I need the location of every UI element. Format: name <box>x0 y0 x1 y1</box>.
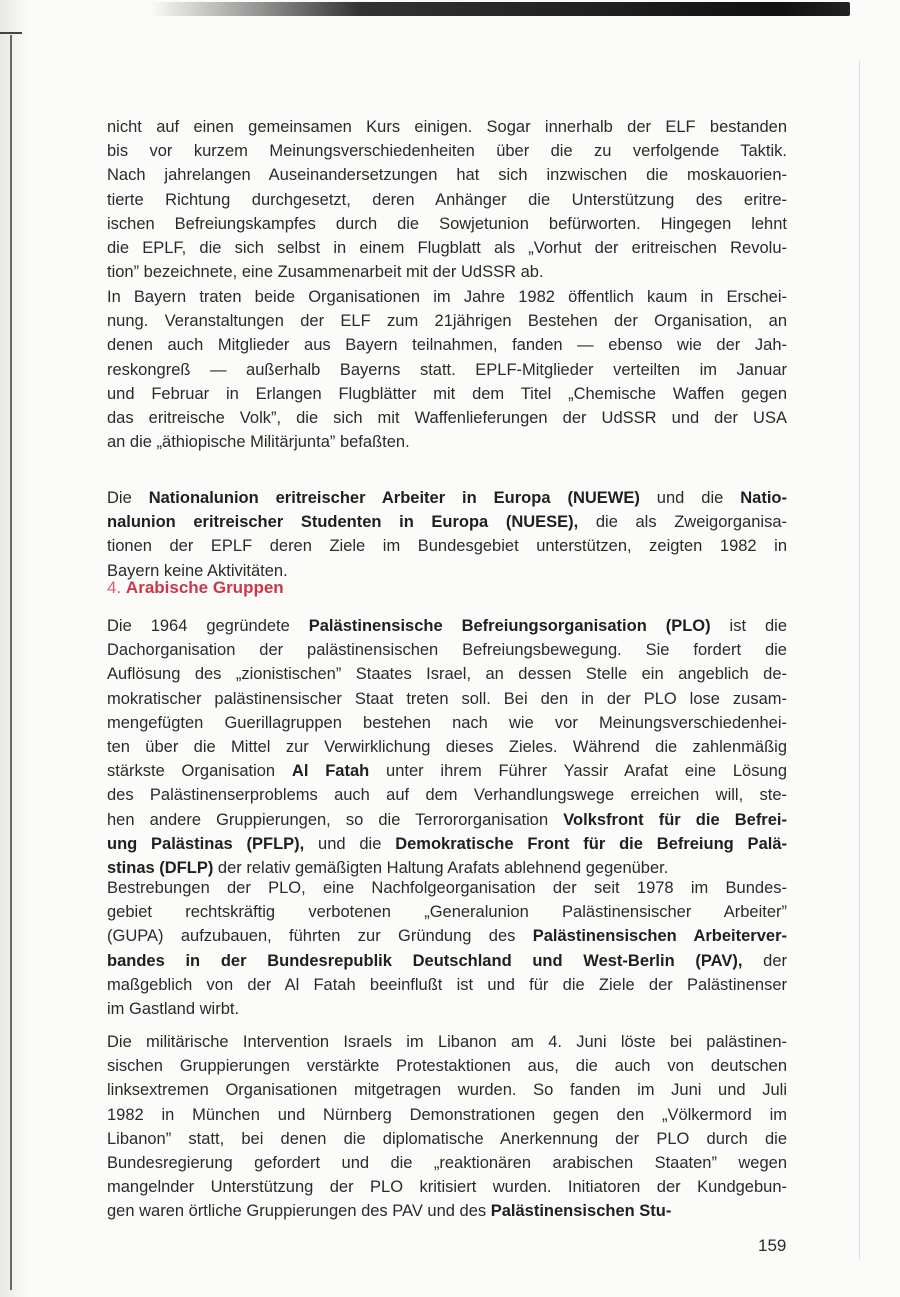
text-segment: im Gastland wirbt. <box>107 999 240 1018</box>
text-line <box>107 260 787 284</box>
text-segment: gen waren örtliche Gruppierungen des PAV und des <box>107 1202 491 1221</box>
paragraph-pav <box>107 876 787 1021</box>
text-line <box>107 735 787 759</box>
text-segment: Dachorganisation der palästinensischen Befreiungsbewegung. Sie fordert die <box>107 641 787 660</box>
text-segment: Die militärische Intervention Israels im Libanon am 4. Juni löste bei palästinen- <box>107 1033 787 1051</box>
text-segment: In Bayern traten beide Organisationen im Jahre 1982 öffentlich kaum in Erschei- <box>107 288 787 306</box>
text-line <box>107 1054 787 1078</box>
text-segment: ischen Befreiungskampfes durch die Sowjetunion befürworten. Hingegen lehnt <box>107 214 787 233</box>
bold-text: Al Fatah <box>291 762 370 781</box>
bold-text: bandes in der Bundesrepublik Deutschland und West-Berlin (PAV), <box>107 951 743 970</box>
scan-margin-shadow <box>0 0 30 1297</box>
text-line <box>107 1030 787 1054</box>
paragraph-eritrean-groups <box>107 115 787 284</box>
text-line <box>107 662 787 686</box>
paragraph-lebanon-protests <box>107 1030 787 1224</box>
text-segment: Libanon” statt, bei denen die diplomatische Anerkennung der PLO durch die <box>107 1129 787 1148</box>
text-line <box>107 924 787 948</box>
text-segment: und Februar in Erlangen Flugblätter mit dem Titel „Chemische Waffen gegen <box>107 384 787 403</box>
text-segment: tion” bezeichnete, eine Zusammenarbeit mit der UdSSR ab. <box>107 263 544 282</box>
text-line <box>107 832 787 856</box>
text-segment: und die <box>639 489 741 507</box>
bold-text: nalunion eritreischer Studenten in Europa (NUESE), <box>107 513 579 532</box>
text-line <box>107 406 787 430</box>
scan-top-shadow <box>150 2 850 16</box>
text-segment: (GUPA) aufzubauen, führten zur Gründung des <box>107 927 533 946</box>
text-line <box>107 510 787 534</box>
paragraph-plo <box>107 614 787 880</box>
text-segment: der <box>742 951 787 970</box>
text-line <box>107 638 787 662</box>
text-segment: Die <box>107 489 149 507</box>
text-segment: tierte Richtung durchgesetzt, deren Anhänger die Unterstützung des eritre- <box>107 190 787 209</box>
text-segment: Bayern keine Aktivitäten. <box>107 561 288 580</box>
text-segment: mangelnder Unterstützung der PLO kritisiert wurden. Initiatoren der Kundgebun- <box>107 1178 787 1197</box>
text-segment: maßgeblich von der Al Fatah beeinflußt ist und für die Ziele der Palästinenser <box>107 975 787 994</box>
scan-edge-line <box>10 35 12 1290</box>
text-line <box>107 115 787 139</box>
text-line <box>107 333 787 357</box>
text-segment: Auflösung des „zionistischen” Staates Israel, an dessen Stelle ein angeblich de- <box>107 665 787 684</box>
text-segment: die als Zweigorganisa- <box>578 513 788 532</box>
text-segment: sischen Gruppierungen verstärkte Protestaktionen aus, die auch von deutschen <box>107 1057 787 1076</box>
text-segment: nicht auf einen gemeinsamen Kurs einigen. Sogar innerhalb der ELF bestanden <box>107 118 787 136</box>
text-segment: denen auch Mitglieder aus Bayern teilnahmen, fanden — ebenso wie der Jah- <box>107 336 787 355</box>
text-line <box>107 759 787 783</box>
text-line <box>107 285 787 309</box>
bold-text: Demokratische Front für die Befreiung Palä- <box>395 834 787 853</box>
text-segment: nung. Veranstaltungen der ELF zum 21jährigen Bestehen der Organisation, an <box>107 312 787 331</box>
text-line <box>107 309 787 333</box>
scan-edge-mark <box>0 32 22 34</box>
text-segment: hen andere Gruppierungen, so die Terrororganisation <box>107 810 564 829</box>
text-line <box>107 163 787 187</box>
bold-text: stinas (DFLP) <box>107 858 214 877</box>
text-segment: bis vor kurzem Meinungsverschiedenheiten über die zu verfolgende Taktik. <box>107 142 787 161</box>
text-segment: an die „äthiopische Militärjunta” befaßten. <box>107 433 410 452</box>
bold-text: Palästinensischen Stu- <box>490 1202 672 1221</box>
section-title: Arabische Gruppen <box>125 578 284 597</box>
text-line <box>107 188 787 212</box>
paragraph-nuewe-nuese <box>107 486 787 583</box>
text-line <box>107 997 787 1021</box>
text-segment: tionen der EPLF deren Ziele im Bundesgebiet unterstützen, zeigten 1982 in <box>107 537 787 556</box>
paragraph-bavaria-activities <box>107 285 787 454</box>
bold-text: Nationalunion eritreischer Arbeiter in Europa (NUEWE) <box>148 489 640 507</box>
text-line <box>107 1199 787 1223</box>
scan-right-edge <box>859 60 860 1260</box>
text-segment: ist die <box>710 617 788 635</box>
text-line <box>107 1175 787 1199</box>
text-segment: stärkste Organisation <box>107 762 292 781</box>
text-line <box>107 1127 787 1151</box>
text-line <box>107 236 787 260</box>
text-line <box>107 534 787 558</box>
text-segment: und die <box>304 834 396 853</box>
text-line <box>107 687 787 711</box>
bold-text: ung Palästinas (PFLP), <box>107 834 305 853</box>
text-segment: Nach jahrelangen Auseinandersetzungen hat sich inzwischen die moskauorien- <box>107 166 787 185</box>
text-segment: unter ihrem Führer Yassir Arafat eine Lösung <box>369 762 788 781</box>
text-line <box>107 139 787 163</box>
text-line <box>107 358 787 382</box>
text-line <box>107 900 787 924</box>
text-line <box>107 711 787 735</box>
section-number: 4. <box>107 578 122 597</box>
text-line <box>107 1151 787 1175</box>
text-line <box>107 1078 787 1102</box>
text-segment: Bestrebungen der PLO, eine Nachfolgeorganisation der seit 1978 im Bundes- <box>107 879 787 897</box>
text-segment: ten über die Mittel zur Verwirklichung dieses Zieles. Während die zahlenmäßig <box>107 737 787 756</box>
bold-text: Palästinensische Befreiungsorganisation (PLO) <box>308 617 711 635</box>
text-segment: mokratischer palästinensischer Staat treten soll. Bei den in der PLO lose zusam- <box>107 689 787 708</box>
text-line <box>107 949 787 973</box>
text-line <box>107 614 787 638</box>
text-line <box>107 1103 787 1127</box>
text-line <box>107 876 787 900</box>
text-segment: der relativ gemäßigten Haltung Arafats ablehnend gegenüber. <box>213 858 669 877</box>
text-segment: Bundesregierung gefordert und die „reaktionären arabischen Staaten” wegen <box>107 1153 787 1172</box>
text-segment: reskongreß — außerhalb Bayerns statt. EPLF-Mitglieder verteilten im Januar <box>107 360 787 379</box>
text-segment: mengefügten Guerillagruppen bestehen nach wie vor Meinungsverschiedenhei- <box>107 713 787 732</box>
text-line <box>107 973 787 997</box>
text-segment: linksextremen Organisationen mitgetragen wurden. So fanden im Juni und Juli <box>107 1081 787 1100</box>
text-segment: 1982 in München und Nürnberg Demonstrationen gegen den „Völkermord im <box>107 1105 787 1124</box>
text-line <box>107 783 787 807</box>
text-segment: das eritreische Volk”, die sich mit Waffenlieferungen der UdSSR und der USA <box>107 408 787 427</box>
text-segment: die EPLF, die sich selbst in einem Flugblatt als „Vorhut der eritreischen Revolu- <box>107 238 787 257</box>
bold-text: Palästinensischen Arbeiterver- <box>532 927 787 946</box>
text-segment: gebiet rechtskräftig verbotenen „Generalunion Palästinensischer Arbeiter” <box>107 903 787 922</box>
bold-text: Volksfront für die Befrei- <box>563 810 787 829</box>
text-line <box>107 486 787 510</box>
text-line <box>107 382 787 406</box>
bold-text: Natio- <box>740 489 787 507</box>
text-line <box>107 212 787 236</box>
text-line <box>107 430 787 454</box>
text-segment: Die 1964 gegründete <box>107 617 309 635</box>
page-number: 159 <box>758 1236 787 1255</box>
text-segment: des Palästinenserproblems auch auf dem Verhandlungswege erreichen will, ste- <box>107 786 787 805</box>
text-line <box>107 808 787 832</box>
section-heading <box>107 578 284 598</box>
